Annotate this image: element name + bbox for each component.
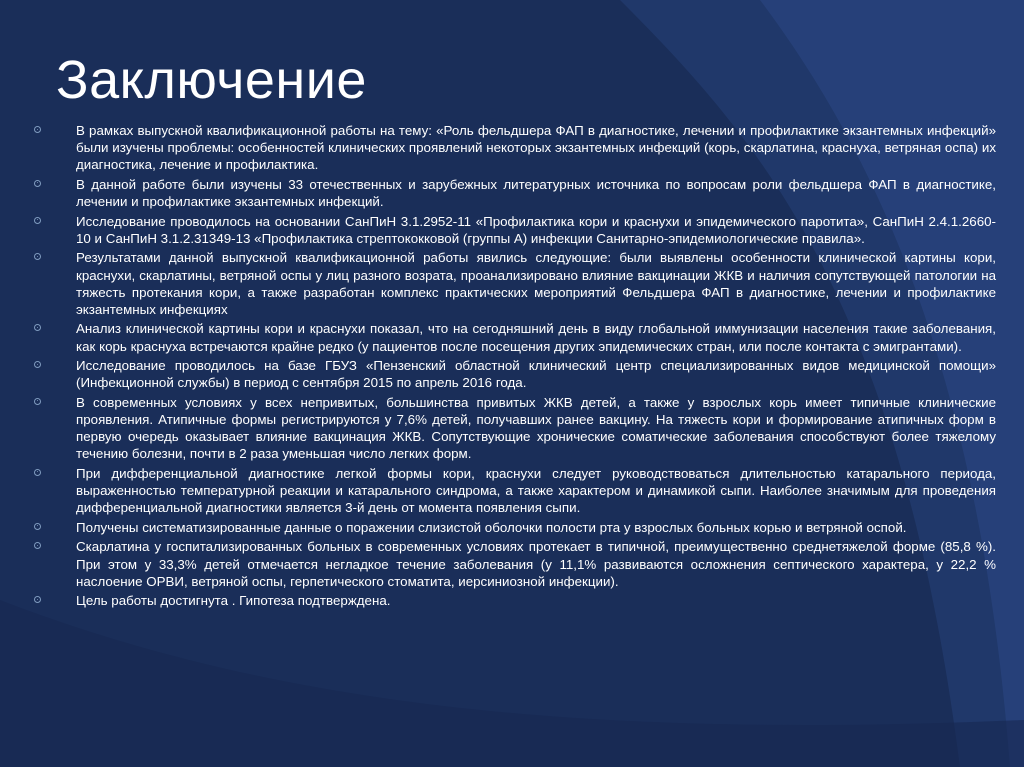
list-item-text: Исследование проводилось на основании СанПиН 3.1.2952-11 «Профилактика кори и краснухи и эпидемического паротита», СанПиН 2.4.1.2660-10 и СанПиН 3.1.2.31349-13 «Профилактика стрептококковой (группы А) инфекции Санитарно-эпидемиологические правила». bbox=[76, 213, 996, 246]
list-item bbox=[34, 357, 996, 391]
circle-bullet-icon bbox=[34, 180, 41, 187]
list-item bbox=[34, 213, 996, 247]
conclusion-list bbox=[34, 122, 996, 612]
list-item-text: В данной работе были изучены 33 отечественных и зарубежных литературных источника по вопросам роли фельдшера ФАП в диагностике, лечении и профилактике экзантемных инфекций. bbox=[76, 176, 996, 210]
list-item-text: В современных условиях у всех непривитых, большинства привитых ЖКВ детей, а также у взрослых корь имеет типичные клинические проявления. Атипичные формы регистрируются у 7,6% детей, получавших ранее вакцину. На тяжесть кори и формирование атипичных форм в первую очередь оказывает влияние вакцинация ЖКВ. Сопутствующие хронические соматические заболевания способствуют более тяжелому течению болезни, почти в 2 раза уменьшая число легких форм. bbox=[76, 394, 996, 462]
list-item-text: Получены систематизированные данные о поражении слизистой оболочки полости рта у взрослых больных корью и ветряной оспой. bbox=[76, 519, 907, 535]
list-item bbox=[34, 519, 996, 536]
circle-bullet-icon bbox=[34, 398, 41, 405]
list-item bbox=[34, 592, 996, 609]
circle-bullet-icon bbox=[34, 126, 41, 133]
list-item-text: При дифференциальной диагностике легкой формы кори, краснухи следует руководствоваться длительностью катарального периода, выраженностью температурной реакции и катарального синдрома, а также характером и динамикой сыпи. Наиболее значимым для проведения дифференциальной диагностики является 3-й день от момента появления сыпи. bbox=[76, 465, 996, 516]
circle-bullet-icon bbox=[34, 523, 41, 530]
circle-bullet-icon bbox=[34, 253, 41, 260]
list-item bbox=[34, 249, 996, 318]
list-item bbox=[34, 394, 996, 463]
circle-bullet-icon bbox=[34, 596, 41, 603]
list-item bbox=[34, 122, 996, 174]
circle-bullet-icon bbox=[34, 469, 41, 476]
list-item bbox=[34, 176, 996, 210]
circle-bullet-icon bbox=[34, 324, 41, 331]
slide-title: Заключение bbox=[56, 50, 367, 110]
list-item-text: Исследование проводилось на базе ГБУЗ «Пензенский областной клинический центр специализированных видов медицинской помощи» (Инфекционной службы) в период с сентября 2015 по апрель 2016 года. bbox=[76, 358, 996, 391]
list-item bbox=[34, 538, 996, 590]
list-item bbox=[34, 320, 996, 354]
list-item-text: В рамках выпускной квалификационной работы на тему: «Роль фельдшера ФАП в диагностике, лечении и профилактике экзантемных инфекций» были изучены проблемы: особенностей клинических проявлений некоторых экзантемных инфекций (корь, скарлатина, краснуха, ветряная оспа) их диагностика, лечение и профилактика. bbox=[76, 123, 996, 173]
list-item-text: Скарлатина у госпитализированных больных в современных условиях протекает в типичной, преимущественно среднетяжелой форме (85,8 %). При этом у 33,3% детей отмечается негладкое течение заболевания (у 11,1% развиваются осложнения септического характера, у 22,2 % наслоение ОРВИ, ветряной оспы, герпетического стоматита, иерсиниозной инфекции). bbox=[76, 539, 996, 589]
list-item-text: Анализ клинической картины кори и краснухи показал, что на сегодняшний день в виду глобальной иммунизации населения такие заболевания, как корь краснуха встречаются крайне редко (у пациентов после посещения других эпидемических стран, или после контакта с эмигрантами). bbox=[76, 321, 996, 354]
circle-bullet-icon bbox=[34, 361, 41, 368]
circle-bullet-icon bbox=[34, 542, 41, 549]
list-item-text: Результатами данной выпускной квалификационной работы явились следующие: были выявлены особенности клинической картины кори, краснухи, скарлатины, ветряной оспы у лиц разного возрата, проанализировано влияние вакцинации ЖКВ и наличия сопутствующей патологии на тяжесть протекания кори, а также разработан комплекс практических мероприятий Фельдшера ФАП в диагностике, лечении и профилактике экзантемных инфекциях bbox=[76, 250, 996, 317]
list-item-text: Цель работы достигнута . Гипотеза подтверждена. bbox=[76, 593, 391, 609]
list-item bbox=[34, 465, 996, 517]
circle-bullet-icon bbox=[34, 217, 41, 224]
